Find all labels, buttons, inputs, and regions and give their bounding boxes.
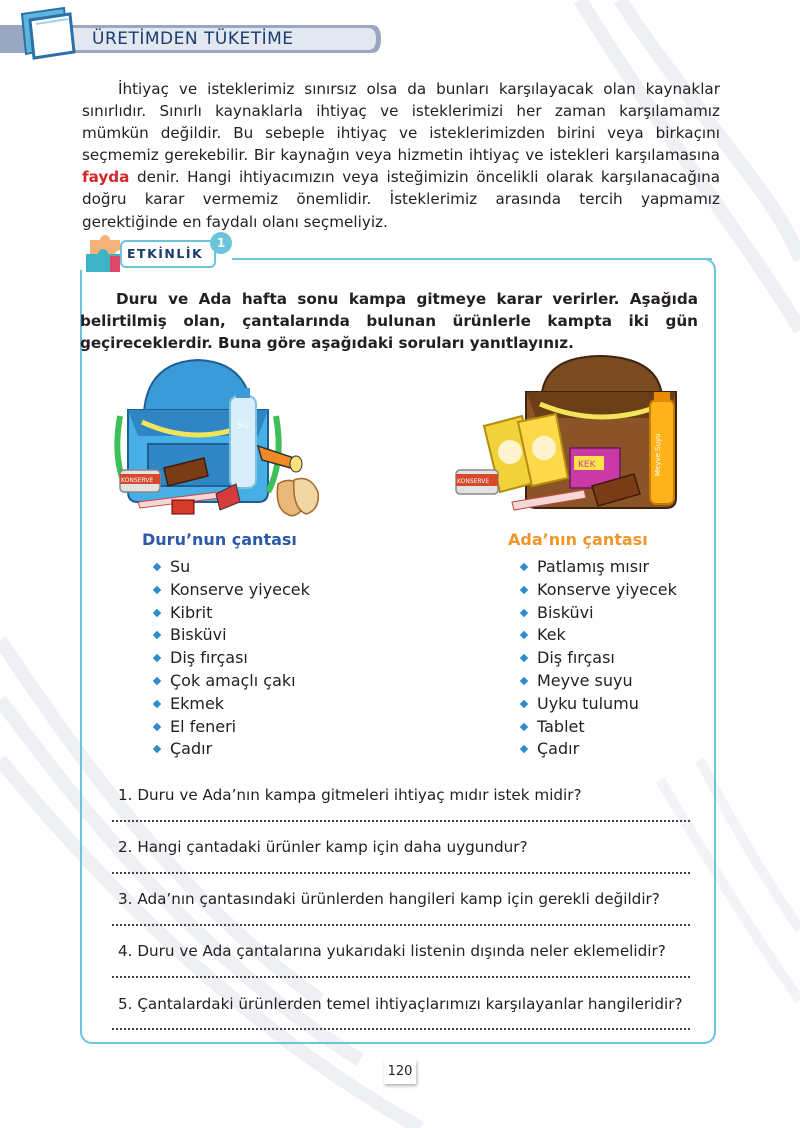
question-5: 5. Çantalardaki ürünlerden temel ihtiyaçlarımızı karşılayanlar hangileridir?	[118, 995, 683, 1013]
question-2: 2. Hangi çantadaki ürünler kamp için daha uygundur?	[118, 838, 528, 856]
canned-label-left: KONSERVE	[121, 477, 154, 484]
question-3: 3. Ada’nın çantasındaki ürünlerden hangileri kamp için gerekli değildir?	[118, 890, 660, 908]
list-item: Su	[152, 556, 310, 579]
list-item: Bisküvi	[152, 624, 310, 647]
ada-bag-illustration	[452, 352, 702, 524]
page-number: 120	[387, 1064, 413, 1079]
list-item: Bisküvi	[519, 602, 677, 625]
activity-header-line	[232, 258, 712, 260]
water-bottle-label: SU	[237, 421, 250, 431]
juice-bottle-label: Meyve Suyu	[654, 433, 662, 476]
list-item: Meyve suyu	[519, 670, 677, 693]
list-item: Çadır	[152, 738, 310, 761]
list-item: Uyku tulumu	[519, 693, 677, 716]
list-item: Patlamış mısır	[519, 556, 677, 579]
ada-item-list	[519, 556, 677, 761]
intro-text-part2: denir. Hangi ihtiyacımızın veya isteğimizin öncelikli olarak karşılanacağına doğru karar vermemiz önemlidir. İsteklerimiz arasında tercih yapmamız gerektiğinde en faydalı olanı seçmeliyiz.	[82, 168, 720, 231]
keyword-fayda: fayda	[82, 168, 130, 187]
list-item: Konserve yiyecek	[519, 579, 677, 602]
book-icon	[16, 4, 86, 62]
question-1: 1. Duru ve Ada’nın kampa gitmeleri ihtiyaç mıdır istek midir?	[118, 786, 582, 804]
duru-bag-illustration	[108, 352, 328, 524]
list-item: Konserve yiyecek	[152, 579, 310, 602]
list-item: Tablet	[519, 716, 677, 739]
answer-line-3[interactable]	[112, 924, 690, 926]
intro-paragraph	[82, 78, 720, 233]
list-item: Kibrit	[152, 602, 310, 625]
intro-text-part1: İhtiyaç ve isteklerimiz sınırsız olsa da bunları karşılayacak olan kaynaklar sınırlıdır. Sınırlı kaynaklarla ihtiyaç ve isteklerimizi her zaman karşılamamız mümkün değildir. Bu sebeple ihtiyaç ve isteklerimizden birini veya birkaçını seçmemiz gerekebilir. Bir kaynağın veya hizmetin ihtiyaç ve istekleri karşılamasına	[82, 80, 720, 165]
chapter-title: ÜRETİMDEN TÜKETİME	[92, 29, 294, 49]
ada-list-title: Ada’nın çantası	[508, 530, 648, 549]
list-item: Diş fırçası	[519, 647, 677, 670]
answer-line-2[interactable]	[112, 872, 690, 874]
answer-line-5[interactable]	[112, 1028, 690, 1030]
duru-list-title: Duru’nun çantası	[142, 530, 297, 549]
canned-label-right: KONSERVE	[457, 478, 490, 485]
activity-number: 1	[210, 232, 232, 254]
list-item: Kek	[519, 624, 677, 647]
activity-label: ETKİNLİK	[127, 246, 204, 261]
question-4: 4. Duru ve Ada çantalarına yukarıdaki listenin dışında neler eklemelidir?	[118, 942, 666, 960]
duru-item-list	[152, 556, 310, 761]
list-item: El feneri	[152, 716, 310, 739]
list-item: Çok amaçlı çakı	[152, 670, 310, 693]
list-item: Çadır	[519, 738, 677, 761]
answer-line-1[interactable]	[112, 820, 690, 822]
list-item: Ekmek	[152, 693, 310, 716]
cake-package-label: KEK	[578, 460, 596, 470]
answer-line-4[interactable]	[112, 976, 690, 978]
list-item: Diş fırçası	[152, 647, 310, 670]
activity-instruction: Duru ve Ada hafta sonu kampa gitmeye karar verirler. Aşağıda belirtilmiş olan, çantalarında bulunan ürünlerle kampta iki gün geçireceklerdir. Buna göre aşağıdaki soruları yanıtlayınız.	[80, 290, 698, 352]
